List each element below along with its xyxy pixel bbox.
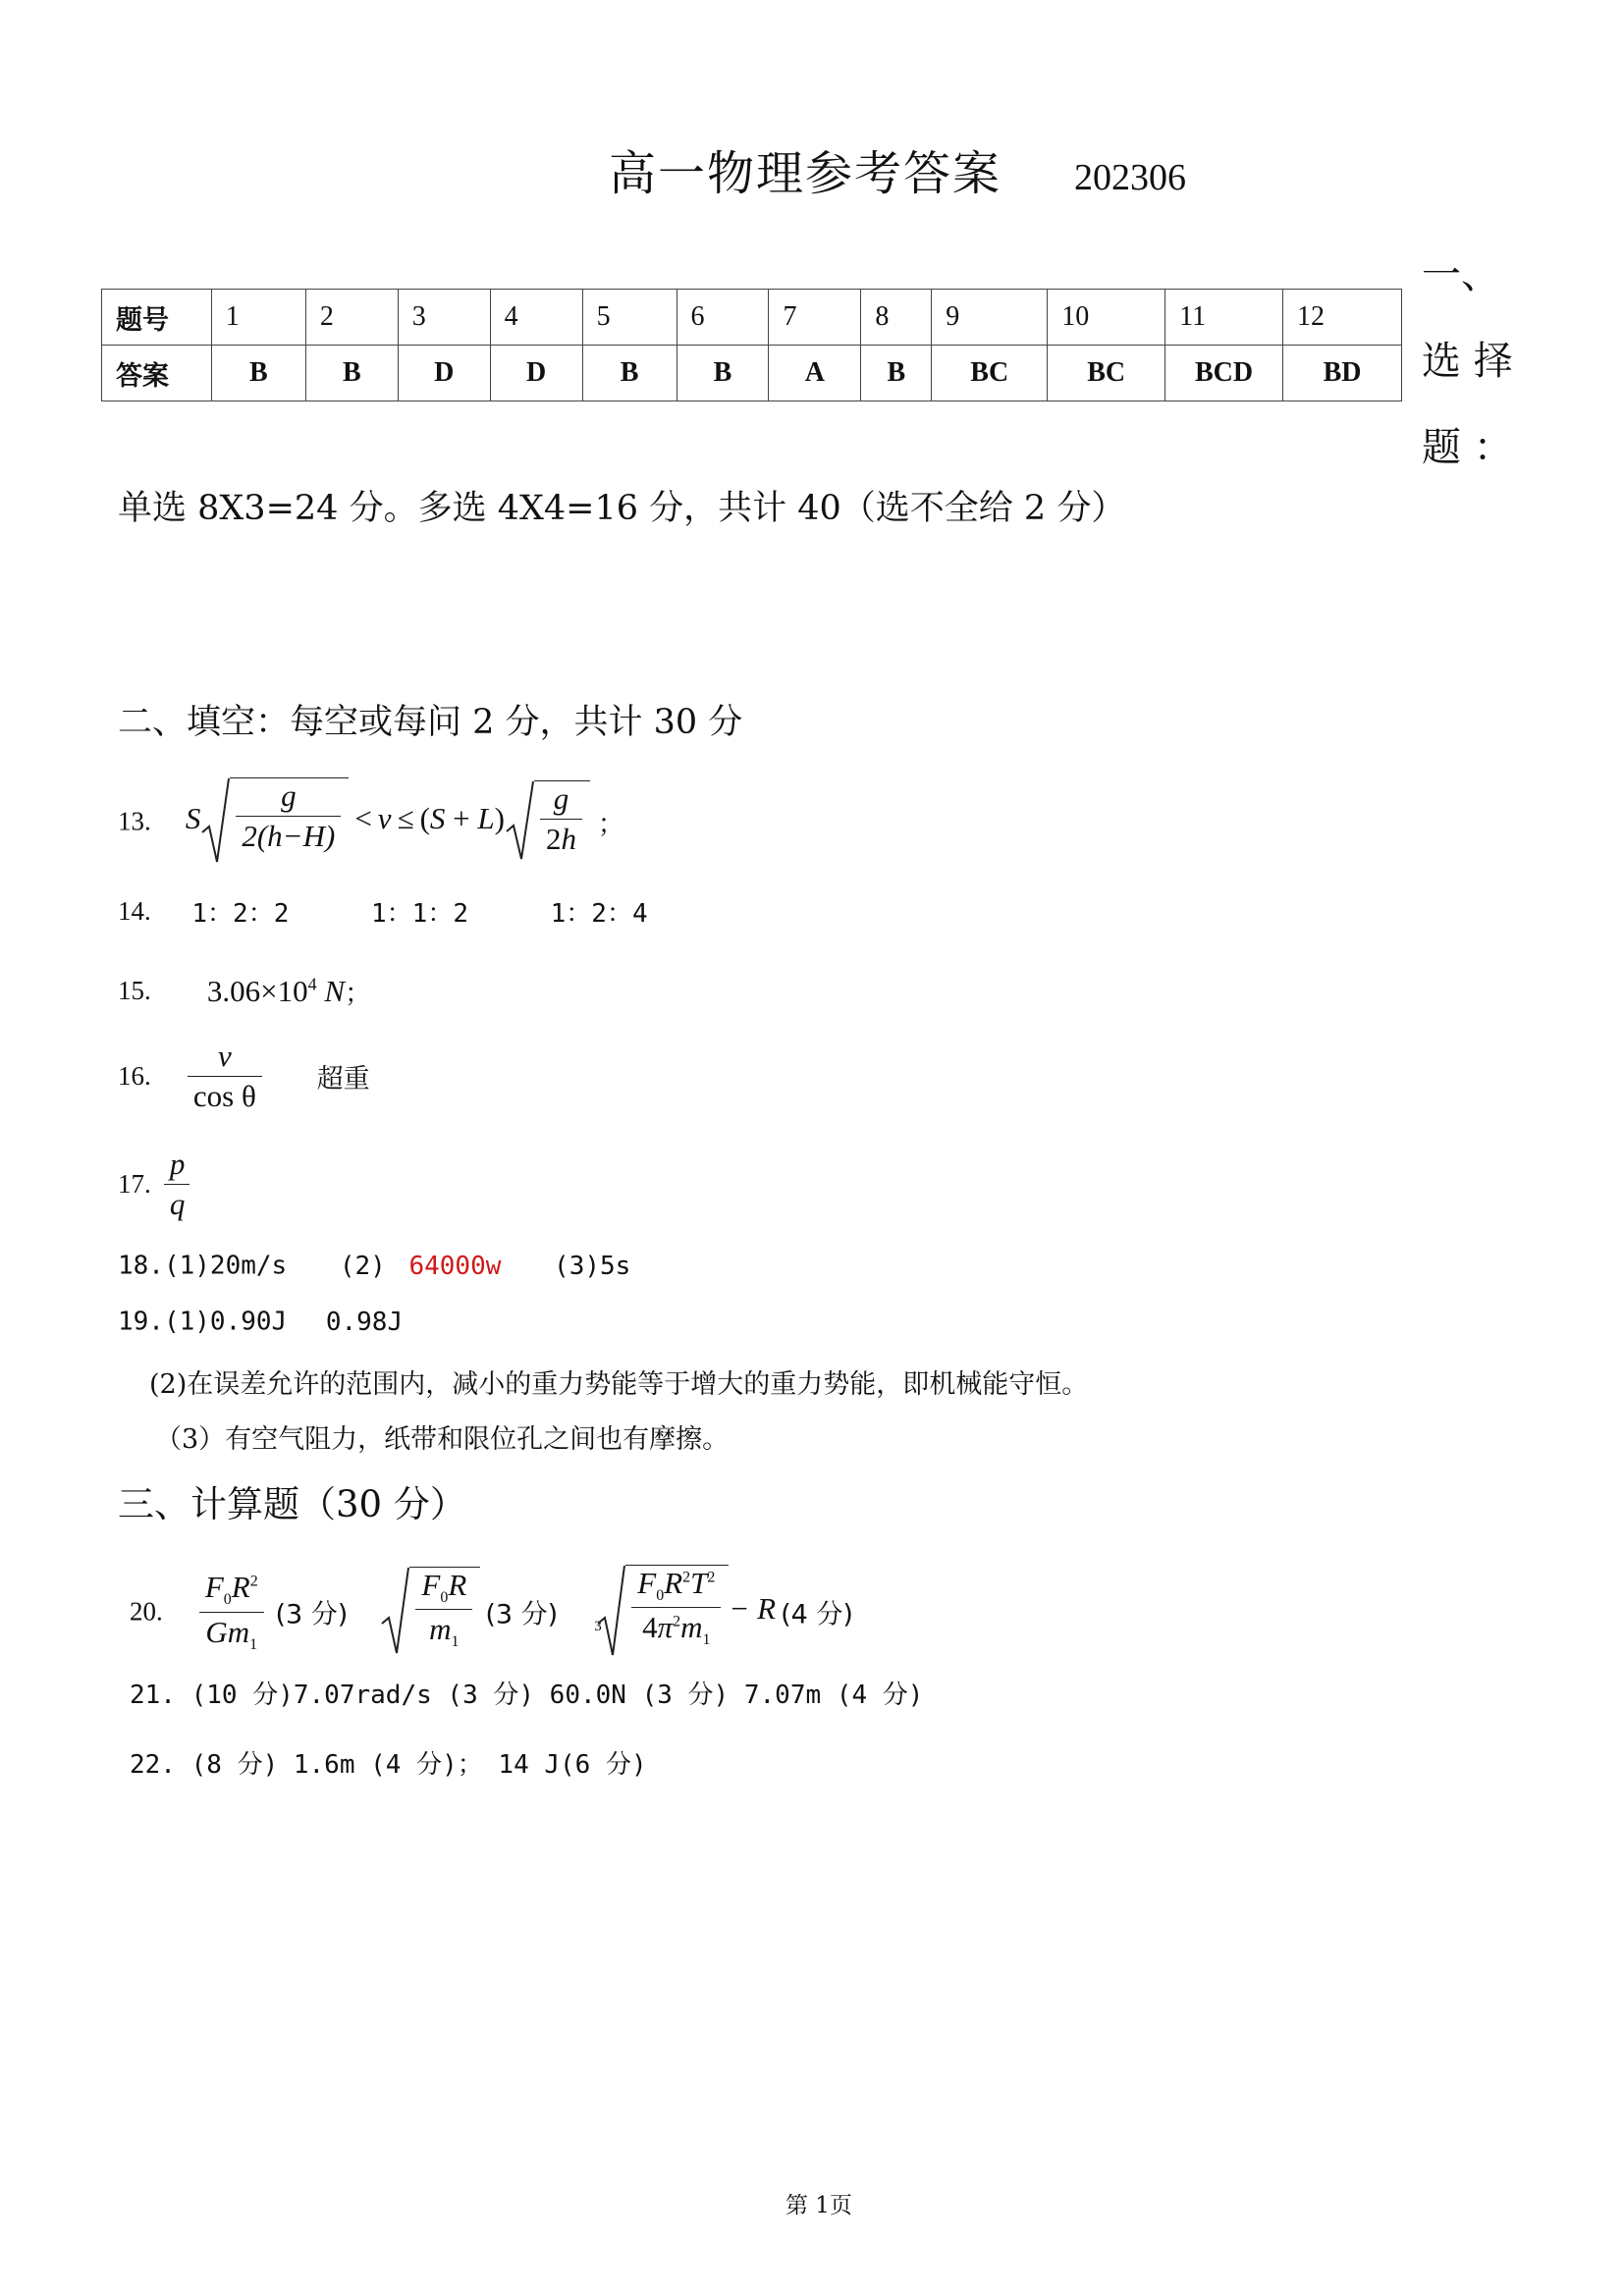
q18-part2-label: (2) xyxy=(339,1251,386,1281)
answer-22: 22. (8 分) 1.6m (4 分)； 14 J(6 分) xyxy=(130,1750,647,1780)
page-footer: 第 1页 xyxy=(785,2193,852,2218)
section2-title: 二、填空：每空或每问 2 分，共计 30 分 xyxy=(118,703,743,742)
separator: ； xyxy=(597,809,624,840)
answer-cell: BCD xyxy=(1165,346,1283,401)
question-number: 7 xyxy=(769,290,861,346)
side-heading-line: 选 择 xyxy=(1422,339,1513,384)
minus-r: − R xyxy=(729,1591,777,1627)
table-header-label: 题号 xyxy=(102,290,212,346)
question-number: 4 xyxy=(490,290,582,346)
score-c: (4 分) xyxy=(781,1599,853,1630)
score-b: (3 分) xyxy=(485,1599,559,1630)
formula-20-c: 3 $\frac{F_0R^2T^2}{4\pi^2m_1}$ − R xyxy=(596,1591,776,1626)
answer-17 xyxy=(118,1147,193,1222)
separator: ； xyxy=(345,979,372,1009)
answer-cell: A xyxy=(769,346,861,401)
side-heading-line: 题 ： xyxy=(1422,425,1513,470)
question-number: 6 xyxy=(677,290,769,346)
question-number: 12 xyxy=(1283,290,1402,346)
ratio-2: 1：1：2 xyxy=(371,899,468,929)
answer-19-line1 xyxy=(118,1307,403,1337)
question-num: 13. xyxy=(118,806,151,836)
question-number: 5 xyxy=(582,290,677,346)
question-num: 14. xyxy=(118,896,151,926)
answer-cell: BC xyxy=(1048,346,1165,401)
answer-14 xyxy=(118,893,648,930)
formula-20-b: $\frac{F_0R}{m_1}$ xyxy=(380,1591,480,1626)
q19-part1: 19.(1)0.90J xyxy=(118,1307,288,1337)
question-num: 17. xyxy=(118,1169,151,1199)
formula-17: $\frac{p}{q}$ xyxy=(160,1164,193,1199)
answer-cell: B xyxy=(677,346,769,401)
answer-cell: D xyxy=(398,346,490,401)
answer-18 xyxy=(118,1251,630,1281)
ratio-1: 1：2：2 xyxy=(191,899,290,929)
question-number: 2 xyxy=(305,290,398,346)
formula-20-a: $\frac{F_0R^2}{Gm_1}$ xyxy=(195,1591,276,1626)
table-row-numbers xyxy=(102,290,1402,346)
q19-part1b: 0.98J xyxy=(325,1307,404,1337)
section3-title: 三、计算题（30 分） xyxy=(118,1483,466,1525)
page-title xyxy=(609,135,1186,203)
section1-side-heading xyxy=(1422,232,1540,491)
question-num: 15. xyxy=(118,976,151,1005)
answer-cell: D xyxy=(490,346,582,401)
question-number: 3 xyxy=(398,290,490,346)
answer-table xyxy=(101,289,1402,401)
q18-part2-value: 64000w xyxy=(408,1251,502,1281)
answer-16 xyxy=(118,1039,370,1114)
answer-19-line3: （3）有空气阻力，纸带和限位孔之间也有摩擦。 xyxy=(155,1424,730,1455)
answer-cell: BC xyxy=(932,346,1048,401)
q18-part1: 18.(1)20m/s xyxy=(118,1251,288,1281)
score-a: (3 分) xyxy=(275,1599,349,1630)
side-heading-line: 一、 xyxy=(1422,252,1500,297)
unit: N xyxy=(324,973,346,1008)
ratio-3: 1：2：4 xyxy=(550,899,648,929)
exponent: 4 xyxy=(307,974,317,994)
question-number: 8 xyxy=(861,290,932,346)
question-number: 9 xyxy=(932,290,1048,346)
formula-15 xyxy=(207,974,345,1008)
answer-cell: B xyxy=(861,346,932,401)
title-text: 高一物理参考答案 xyxy=(609,146,1002,201)
answer-cell: B xyxy=(582,346,677,401)
table-answer-label: 答案 xyxy=(102,346,212,401)
times: ×10 xyxy=(260,973,308,1008)
answer-21: 21. (10 分)7.07rad/s (3 分) 60.0N (3 分) 7.07m (4 分) xyxy=(130,1681,924,1710)
scoring-note: 单选 8X3=24 分。多选 4X4=16 分，共计 40（选不全给 2 分） xyxy=(118,489,1126,528)
answer-19-line2: (2)在误差允许的范围内，减小的重力势能等于增大的重力势能，即机械能守恒。 xyxy=(149,1369,1089,1400)
question-number: 1 xyxy=(211,290,305,346)
title-code: 202306 xyxy=(1074,157,1187,198)
q18-part3: (3)5s xyxy=(554,1251,631,1281)
question-number: 10 xyxy=(1048,290,1165,346)
answer-cell: B xyxy=(305,346,398,401)
table-row-answers xyxy=(102,346,1402,401)
answer-15 xyxy=(118,972,371,1010)
question-number: 11 xyxy=(1165,290,1283,346)
answer-cell: B xyxy=(211,346,305,401)
answer-cell: BD xyxy=(1283,346,1402,401)
answer-20 xyxy=(130,1565,853,1659)
formula-13: S $\frac{g}{2(h-H)}$ < v ≤ (S + L) $\frac{g}{2h}$ xyxy=(186,801,598,835)
question-num: 20. xyxy=(130,1596,163,1627)
value: 3.06 xyxy=(206,973,261,1008)
formula-16: $\frac{v}{\text{cos θ}}$ xyxy=(184,1056,274,1091)
answer-13 xyxy=(118,777,624,866)
question-num: 16. xyxy=(118,1061,151,1091)
overweight-label: 超重 xyxy=(316,1064,370,1095)
